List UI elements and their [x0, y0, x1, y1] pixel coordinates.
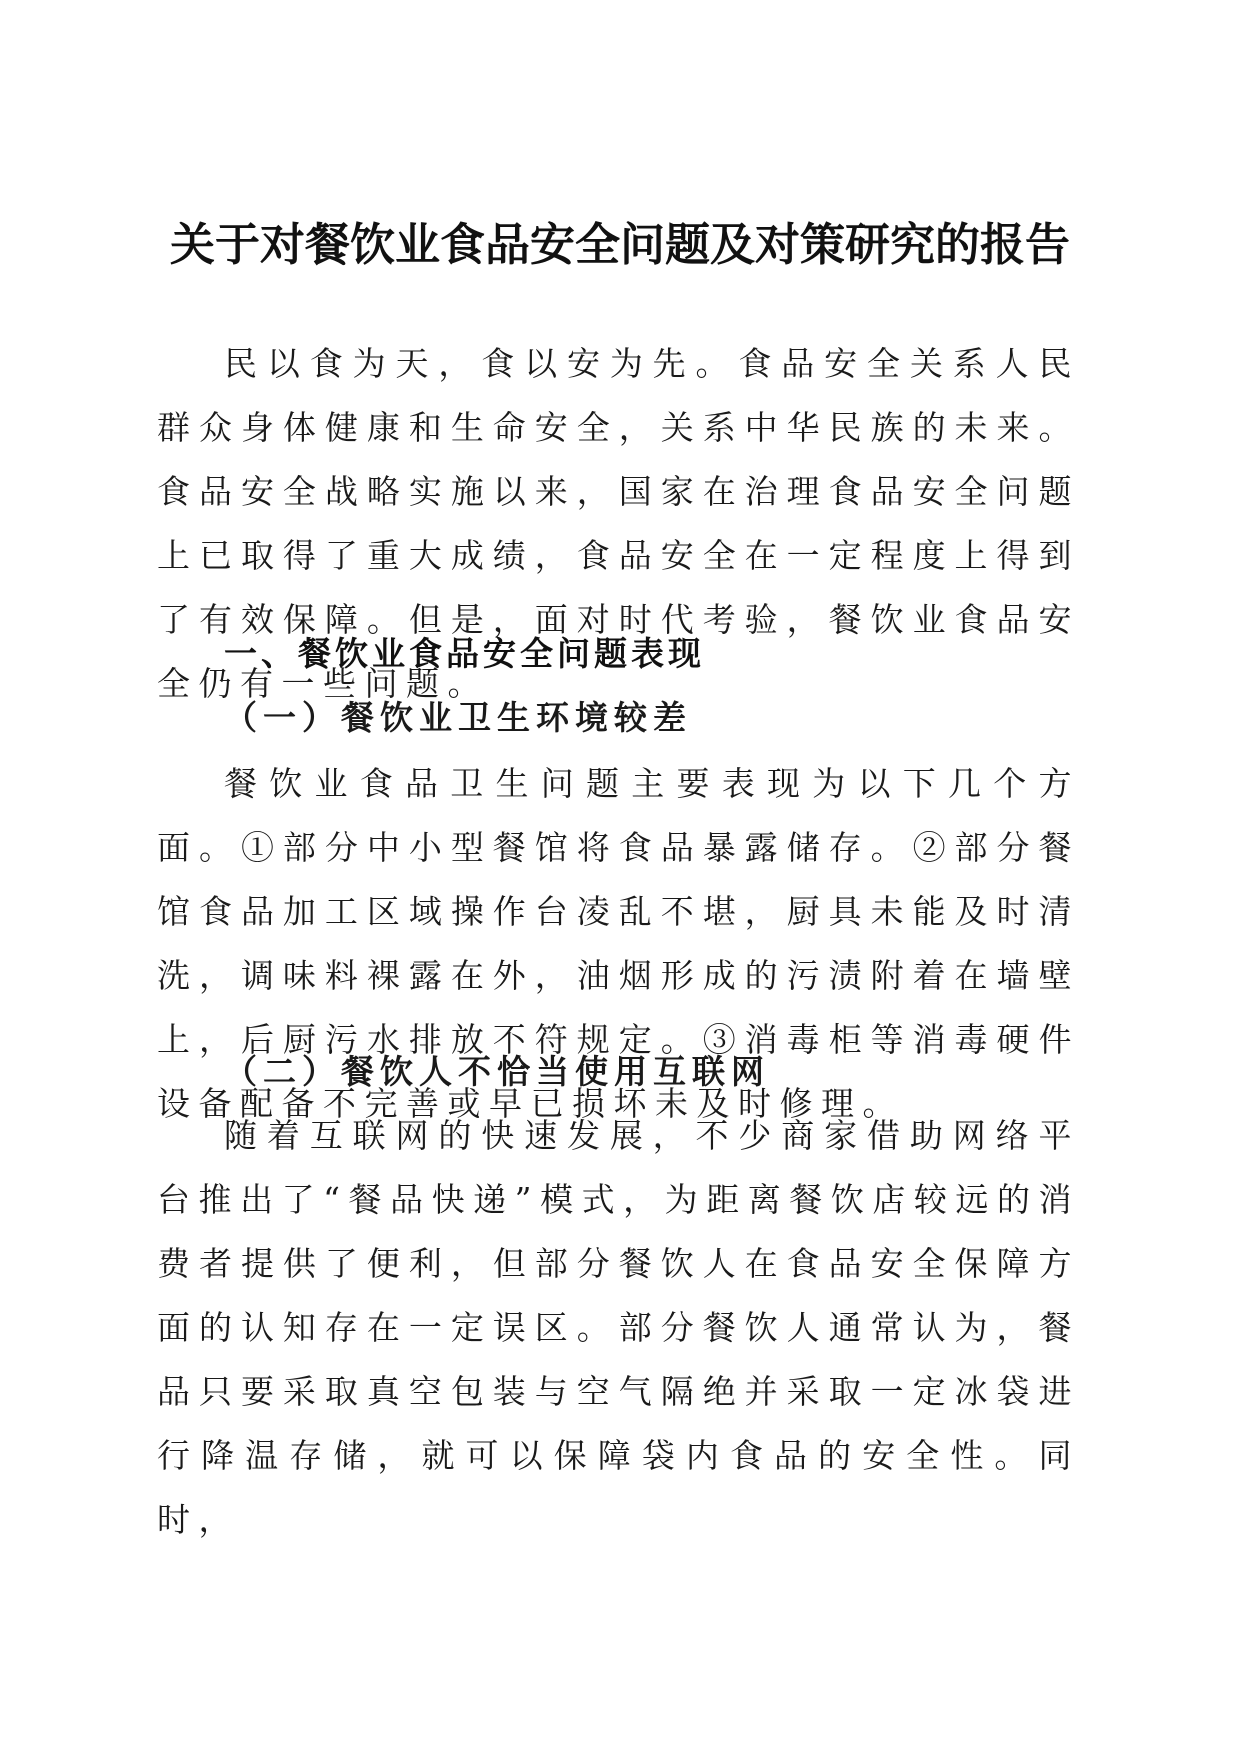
report-title: 关于对餐饮业食品安全问题及对策研究的报告 [169, 218, 1070, 271]
subsection-heading-internet: （二）餐饮人不恰当使用互联网 [224, 1052, 770, 1091]
paragraph-hygiene: 餐饮业食品卫生问题主要表现为以下几个方面。①部分中小型餐馆将食品暴露储存。②部分餐馆食品加工区域操作台凌乱不堪，厨具未能及时清洗，调味料裸露在外，油烟形成的污渍附着在墙壁上，后厨污水排放不符规定。③消毒柜等消毒硬件设备配备不完善或早已损坏未及时修理。 [157, 764, 1080, 1123]
section-heading-problems: 一、餐饮业食品安全问题表现 [224, 634, 705, 673]
intro-paragraph: 民以食为天，食以安为先。食品安全关系人民群众身体健康和生命安全，关系中华民族的未来。食品安全战略实施以来，国家在治理食品安全问题上已取得了重大成绩，食品安全在一定程度上得到了有效保障。但是，面对时代考验，餐饮业食品安全仍有一些问题。 [157, 344, 1080, 703]
paragraph-internet: 随着互联网的快速发展，不少商家借助网络平台推出了“餐品快递”模式，为距离餐饮店较远的消费者提供了便利，但部分餐饮人在食品安全保障方面的认知存在一定误区。部分餐饮人通常认为，餐品只要采取真空包装与空气隔绝并采取一定冰袋进行降温存储，就可以保障袋内食品的安全性。同时， [157, 1116, 1080, 1539]
subsection-heading-hygiene: （一）餐饮业卫生环境较差 [224, 698, 692, 737]
